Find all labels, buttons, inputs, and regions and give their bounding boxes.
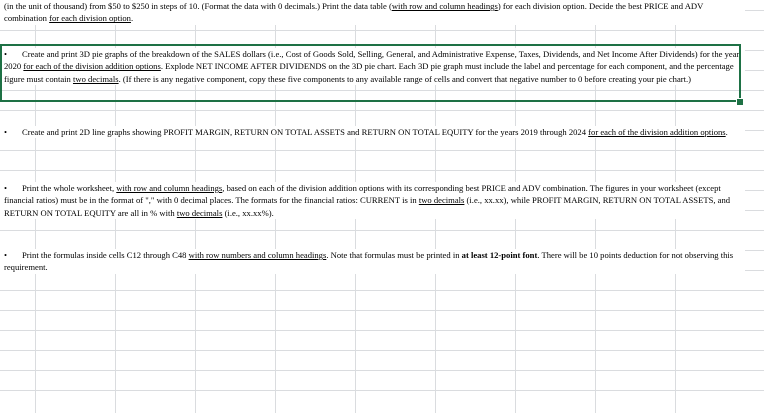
bullet-icon: • <box>4 49 8 59</box>
cell-print-worksheet-instructions[interactable]: • Print the whole worksheet, with row and column headings, based on each of the division addition options with its corresponding best PRICE and ADV combination. The figures in your worksheet (except financial ratios) must be in the format of "," with 0 decimal places. The formats for the financial ratios: CURRENT is in two decimals (i.e., xx.xx), while PROFIT MARGIN, RETURN ON TOTAL ASSETS, and RETURN ON TOTAL EQUITY are all in % with two decimals (i.e., xx.xx%). <box>0 182 745 219</box>
cell-print-formulas-instructions[interactable]: • Print the formulas inside cells C12 through C48 with row numbers and column headings. Note that formulas must be printed in at least 12-point font. There will be 10 points deduction for not observing this requirement. <box>0 249 745 274</box>
bullet-icon: • <box>4 250 8 260</box>
link-row-column-headings: with row and column headings <box>391 1 498 11</box>
cell-intro-text[interactable]: (in the unit of thousand) from $50 to $250 in steps of 10. (Format the data with 0 decimals.) Print the data table (with row and column headings) for each division option. Decide the best PRICE and ADV combination for each division option. <box>0 0 745 25</box>
bullet-icon: • <box>4 127 8 137</box>
fill-handle[interactable] <box>736 98 744 106</box>
cell-pie-graph-instructions[interactable]: • Create and print 3D pie graphs of the breakdown of the SALES dollars (i.e., Cost of Goods Sold, Selling, General, and Administrative Expense, Taxes, Dividends, and Net Income After Dividends) for the year 2020 for each of the division addition options. Explode NET INCOME AFTER DIVIDENDS on the 3D pie chart. Each 3D pie graph must include the label and percentage for each component, and the percentage figure must contain two decimals. (If there is any negative component, copy these five components to any available range of cells and convert that negative number to 0 before creating your pie chart.) <box>0 48 745 85</box>
bullet-icon: • <box>4 183 8 193</box>
cell-line-graph-instructions[interactable]: • Create and print 2D line graphs showing PROFIT MARGIN, RETURN ON TOTAL ASSETS and RETURN ON TOTAL EQUITY for the years 2019 through 2024 for each of the division addition options. <box>0 126 745 138</box>
